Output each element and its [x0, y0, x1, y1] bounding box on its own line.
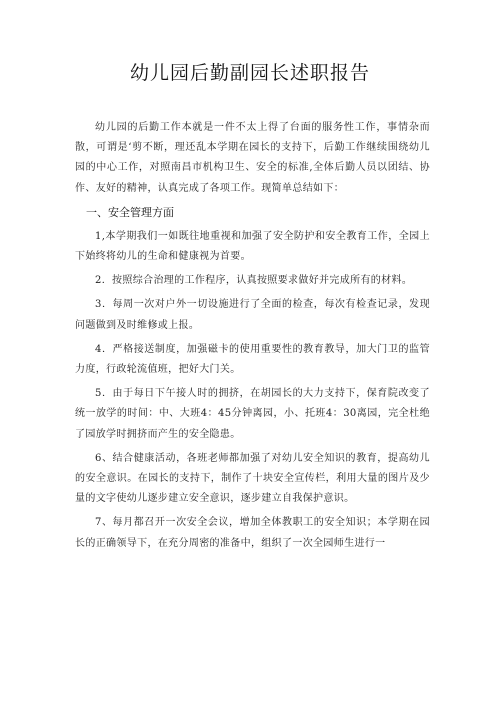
section-heading-safety: 一、安全管理方面	[86, 205, 174, 219]
list-item: 4．严格接送制度，加强磁卡的使用重要性的教育教导，加大门卫的监管力度，行政轮流值班，把好大门关。	[75, 343, 430, 376]
document-body	[75, 118, 430, 558]
list-item: 1,本学期我们一如既往地重视和加强了安全防护和安全教育工作，全园上下始终将幼儿的生命和健康视为首要。	[75, 230, 430, 263]
list-item: 7、每月都召开一次安全会议，增加全体教职工的安全知识；本学期在园长的正确领导下，在充分周密的准备中，组织了一次全园师生进行一	[75, 517, 430, 549]
page-title: 幼儿园后勤副园长述职报告	[129, 62, 370, 84]
list-item: 3．每周一次对户外一切设施进行了全面的检查，每次有检查记录，发现问题做到及时维修或上报。	[75, 299, 430, 331]
list-item: 6、结合健康活动，各班老师都加强了对幼儿安全知识的教育，提高幼儿的安全意识。在园长的支持下，制作了十块安全宣传栏，利用大量的图片及少量的文字使幼儿逐步建立安全意识，逐步建立自我保护意识。	[75, 452, 430, 505]
list-item: 2．按照综合治理的工作程序，认真按照要求做好并完成所有的材料。	[95, 275, 413, 287]
list-item: 5．由于每日下午接人时的拥挤，在胡园长的大力支持下，保育院改变了统一放学的时间：中、大班4：45分钟离园，小、托班4：30离园，完全杜绝了园放学时拥挤而产生的安全隐患。	[75, 388, 430, 440]
intro-paragraph: 幼儿园的后勤工作本就是一件不太上得了台面的服务性工作，事情杂而散，可谓是‘剪不断，理还乱本学期在园长的支持下，后勤工作继续围绕幼儿园的中心工作，对照南昌市机构卫生、安全的标准,全体后勤人员以团结、协作、友好的精神，认真完成了各项工作。现简单总结如下：	[75, 122, 430, 194]
